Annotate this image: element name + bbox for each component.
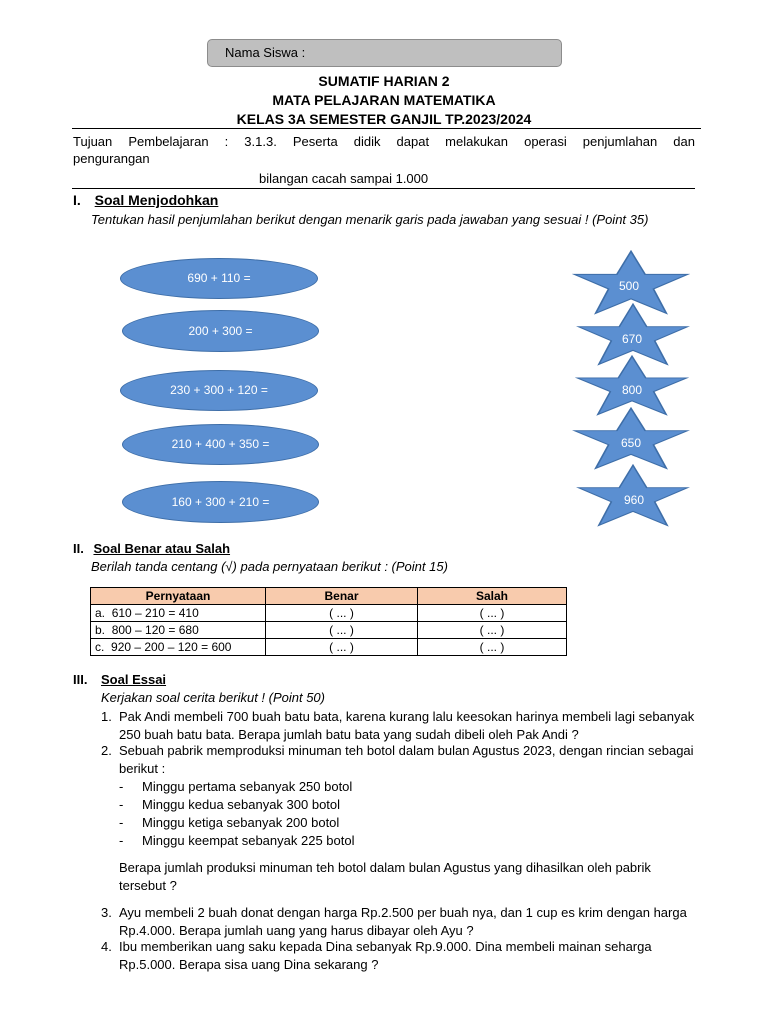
answer-label-2: 670 <box>621 332 643 346</box>
section-3-heading <box>73 672 167 687</box>
table-row <box>91 622 567 639</box>
question-ellipse-1[interactable]: 690 + 110 = <box>120 258 318 299</box>
question-4-line-1: Ibu memberikan uang saku kepada Dina sebanyak Rp.9.000. Dina membeli mainan seharga <box>119 939 652 954</box>
true-checkbox[interactable]: ( ... ) <box>266 605 418 622</box>
section-2-title: Soal Benar atau Salah <box>93 541 231 556</box>
row-statement: 610 – 210 = 410 <box>111 606 199 620</box>
header-false: Salah <box>418 588 567 605</box>
header-statement: Pernyataan <box>91 588 266 605</box>
false-checkbox[interactable]: ( ... ) <box>418 605 567 622</box>
answer-label-1: 500 <box>618 279 640 293</box>
row-statement: 920 – 200 – 120 = 600 <box>111 640 232 654</box>
student-name-label: Nama Siswa : <box>225 45 306 60</box>
table-row <box>91 639 567 656</box>
objective-divider <box>72 188 695 189</box>
row-letter: c. <box>95 640 105 654</box>
question-ellipse-3[interactable]: 230 + 300 + 120 = <box>120 370 318 411</box>
section-2-heading <box>73 541 230 556</box>
bullet-dash: - <box>119 815 124 830</box>
question-ellipse-4[interactable]: 210 + 400 + 350 = <box>122 424 319 465</box>
question-ellipse-5[interactable]: 160 + 300 + 210 = <box>122 481 319 523</box>
table-header-row <box>91 588 567 605</box>
question-2-line-4: tersebut ? <box>119 878 177 893</box>
class-title: KELAS 3A SEMESTER GANJIL TP.2023/2024 <box>236 111 532 127</box>
question-2-line-3: Berapa jumlah produksi minuman teh botol dalam bulan Agustus yang dihasilkan oleh pabrik <box>119 860 651 875</box>
question-ellipse-2[interactable]: 200 + 300 = <box>122 310 319 352</box>
section-1-number: I. <box>73 192 81 208</box>
section-1-instruction: Tentukan hasil penjumlahan berikut dengan menarik garis pada jawaban yang sesuai ! (Point 35) <box>91 212 649 227</box>
question-1-line-1: Pak Andi membeli 700 buah batu bata, karena kurang lalu keesokan harinya membeli lagi sebanyak <box>119 709 695 724</box>
question-3-text <box>119 904 709 940</box>
header-divider <box>72 128 701 129</box>
bullet-item: Minggu kedua sebanyak 300 botol <box>142 797 341 812</box>
bullet-dash: - <box>119 797 124 812</box>
bullet-item: Minggu pertama sebanyak 250 botol <box>142 779 353 794</box>
section-3-instruction: Kerjakan soal cerita berikut ! (Point 50) <box>101 690 325 705</box>
question-2-text <box>119 742 709 778</box>
row-letter: a. <box>95 606 106 620</box>
question-2-line-2: berikut : <box>119 761 166 776</box>
page-title: SUMATIF HARIAN 2 <box>318 73 450 89</box>
table-row <box>91 605 567 622</box>
section-1-heading <box>73 192 218 208</box>
true-checkbox[interactable]: ( ... ) <box>266 622 418 639</box>
answer-label-4: 650 <box>620 436 642 450</box>
true-false-table <box>90 587 567 656</box>
objective-line-1: Tujuan Pembelajaran : 3.1.3. Peserta didik dapat melakukan operasi penjumlahan dan <box>73 134 695 149</box>
section-3-title: Soal Essai <box>101 672 167 687</box>
section-2-number: II. <box>73 541 84 556</box>
question-3-line-1: Ayu membeli 2 buah donat dengan harga Rp.2.500 per buah nya, dan 1 cup es krim dengan harga <box>119 905 687 920</box>
question-4-number: 4. <box>101 939 112 954</box>
question-4-text <box>119 938 709 974</box>
bullet-item: Minggu ketiga sebanyak 200 botol <box>142 815 340 830</box>
question-3-number: 3. <box>101 905 112 920</box>
true-checkbox[interactable]: ( ... ) <box>266 639 418 656</box>
bullet-item: Minggu keempat sebanyak 225 botol <box>142 833 355 848</box>
question-1-line-2: 250 buah batu bata. Berapa jumlah batu bata yang sudah dibeli oleh Pak Andi ? <box>119 727 579 742</box>
objective-line-2: pengurangan <box>73 151 150 166</box>
false-checkbox[interactable]: ( ... ) <box>418 639 567 656</box>
row-letter: b. <box>95 623 106 637</box>
subject-title: MATA PELAJARAN MATEMATIKA <box>272 92 496 108</box>
section-2-instruction: Berilah tanda centang (√) pada pernyataan berikut : (Point 15) <box>91 559 448 574</box>
statement-cell <box>91 605 266 622</box>
question-2-number: 2. <box>101 743 112 758</box>
row-statement: 800 – 120 = 680 <box>111 623 199 637</box>
question-4-line-2: Rp.5.000. Berapa sisa uang Dina sekarang ? <box>119 957 379 972</box>
bullet-dash: - <box>119 779 124 794</box>
question-1-number: 1. <box>101 709 112 724</box>
section-1-title: Soal Menjodohkan <box>94 192 219 208</box>
section-3-number: III. <box>73 672 88 687</box>
objective-line-3: bilangan cacah sampai 1.000 <box>259 171 429 186</box>
false-checkbox[interactable]: ( ... ) <box>418 622 567 639</box>
bullet-dash: - <box>119 833 124 848</box>
header-true: Benar <box>266 588 418 605</box>
answer-label-5: 960 <box>623 493 645 507</box>
question-2-prompt <box>119 859 709 895</box>
student-name-field[interactable] <box>207 39 562 67</box>
question-1-text <box>119 708 709 744</box>
statement-cell <box>91 622 266 639</box>
answer-label-3: 800 <box>621 383 643 397</box>
statement-cell <box>91 639 266 656</box>
question-2-line-1: Sebuah pabrik memproduksi minuman teh botol dalam bulan Agustus 2023, dengan rincian sebagai <box>119 743 694 758</box>
question-3-line-2: Rp.4.000. Berapa jumlah uang yang harus dibayar oleh Ayu ? <box>119 923 474 938</box>
